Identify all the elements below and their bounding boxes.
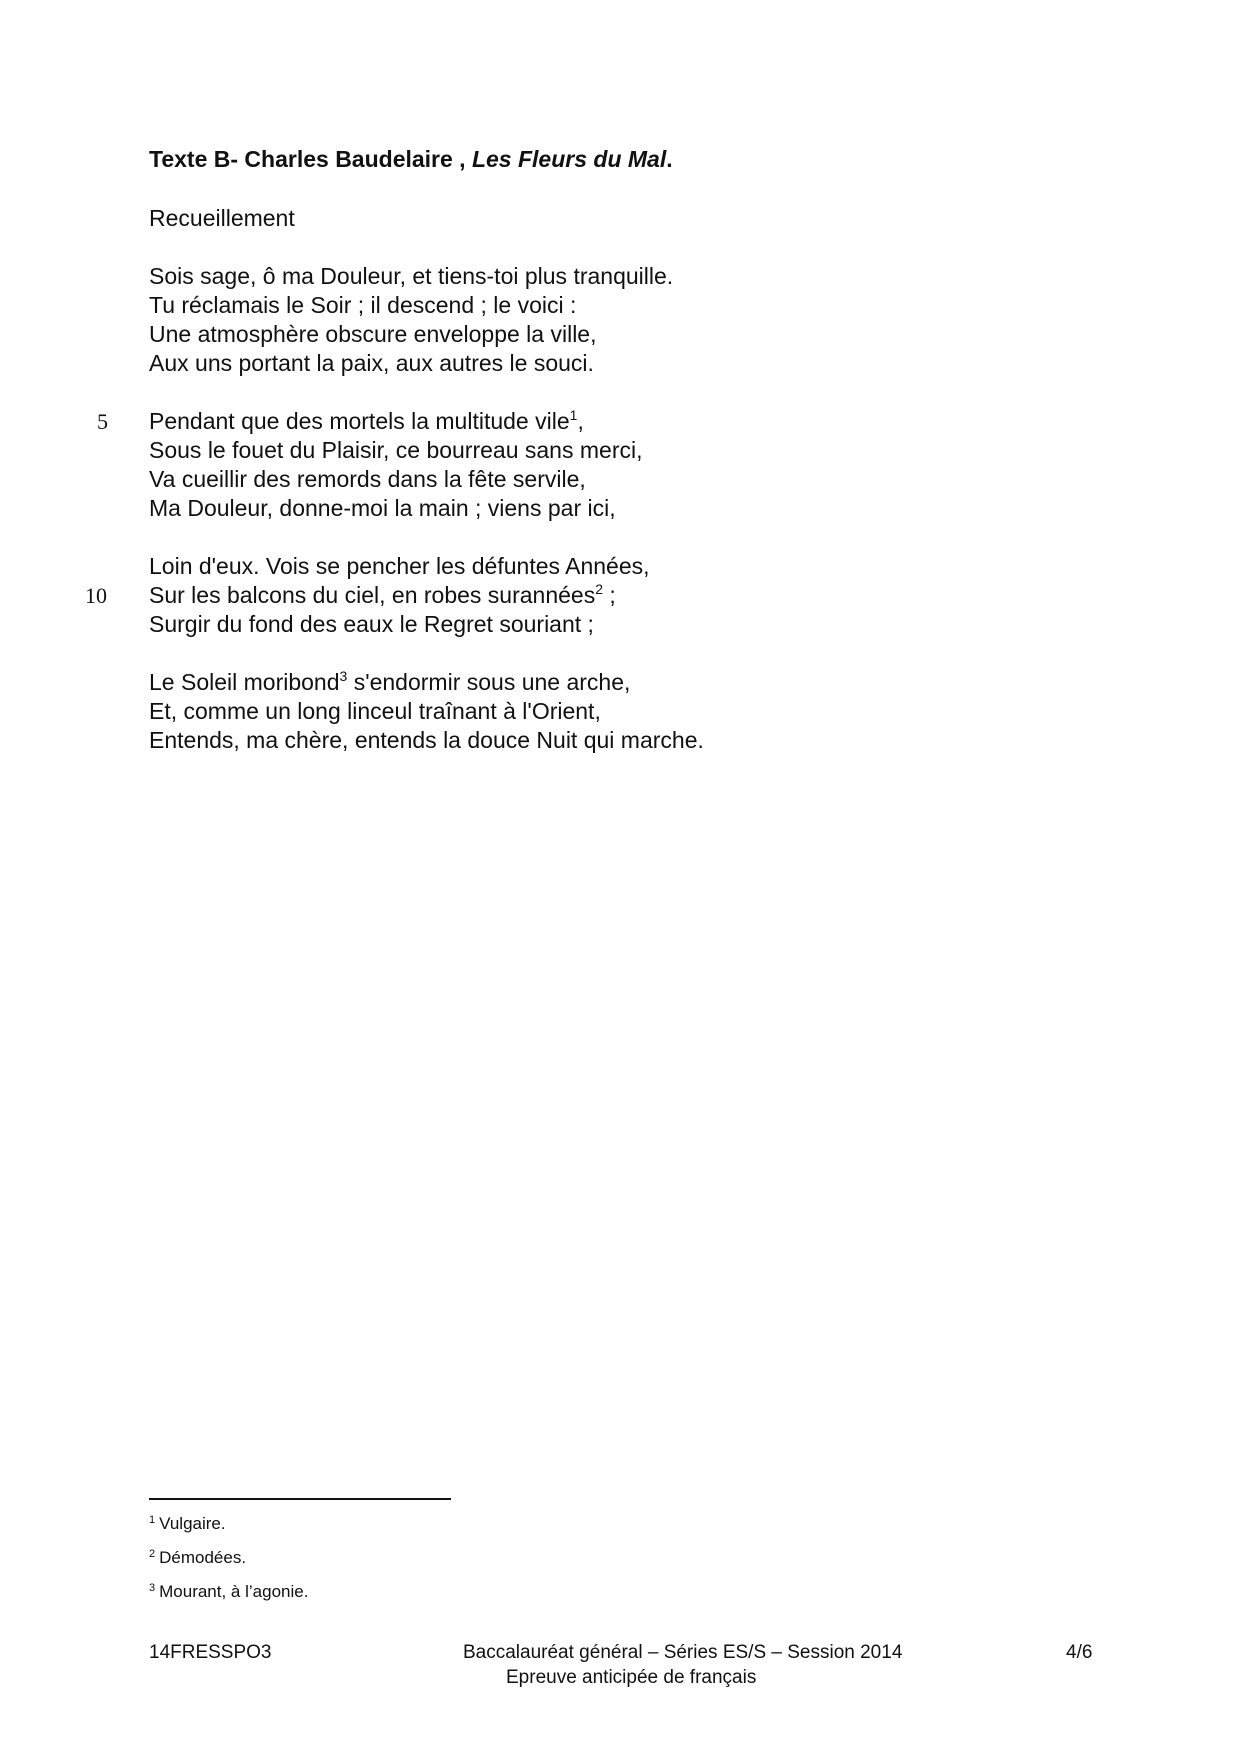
exam-subtitle: Epreuve anticipée de français <box>506 1667 757 1688</box>
page-title <box>149 146 673 173</box>
title-author: Texte B- Charles Baudelaire , <box>149 146 472 172</box>
verse-line: Sur les balcons du ciel, en robes surannées$^2$ ; <box>149 581 616 608</box>
footnote: $^2$ Démodées. <box>149 1548 247 1567</box>
footnote: $^1$ Vulgaire. <box>149 1514 226 1533</box>
verse-line: Va cueillir des remords dans la fête servile, <box>149 466 586 492</box>
poem-title: Recueillement <box>149 205 295 231</box>
verse-line: Et, comme un long linceul traînant à l'Orient, <box>149 698 601 724</box>
page-number: 4/6 <box>1066 1642 1093 1663</box>
verse-line: Entends, ma chère, entends la douce Nuit qui marche. <box>149 727 704 753</box>
verse-line: Aux uns portant la paix, aux autres le souci. <box>149 350 594 376</box>
footnote: $^3$ Mourant, à l’agonie. <box>149 1582 309 1601</box>
verse-line: Surgir du fond des eaux le Regret souriant ; <box>149 611 594 637</box>
verse-line: Ma Douleur, donne-moi la main ; viens par ici, <box>149 495 616 521</box>
footnote-ref[interactable]: 2 <box>595 581 604 597</box>
footnote-ref[interactable]: 1 <box>569 407 578 423</box>
verse-line: Tu réclamais le Soir ; il descend ; le voici : <box>149 292 577 318</box>
footnote-divider <box>149 1498 451 1500</box>
footnote-ref[interactable]: 3 <box>339 668 348 684</box>
title-work: Les Fleurs du Mal <box>471 146 667 172</box>
title-suffix: . <box>666 146 673 172</box>
exam-title: Baccalauréat général – Séries ES/S – Session 2014 <box>463 1642 903 1663</box>
line-number: 5 <box>97 409 108 434</box>
verse-line: Sous le fouet du Plaisir, ce bourreau sans merci, <box>149 437 643 463</box>
verse-line: Le Soleil moribond$^3$ s'endormir sous une arche, <box>149 668 631 695</box>
verse-line: Une atmosphère obscure enveloppe la ville, <box>149 321 597 347</box>
line-number: 10 <box>85 583 107 608</box>
verse-line: Pendant que des mortels la multitude vile$^1$, <box>149 407 584 434</box>
verse-line: Loin d'eux. Vois se pencher les défuntes Années, <box>149 553 650 579</box>
document-code: 14FRESSPO3 <box>149 1642 272 1663</box>
verse-line: Sois sage, ô ma Douleur, et tiens-toi plus tranquille. <box>149 263 674 289</box>
